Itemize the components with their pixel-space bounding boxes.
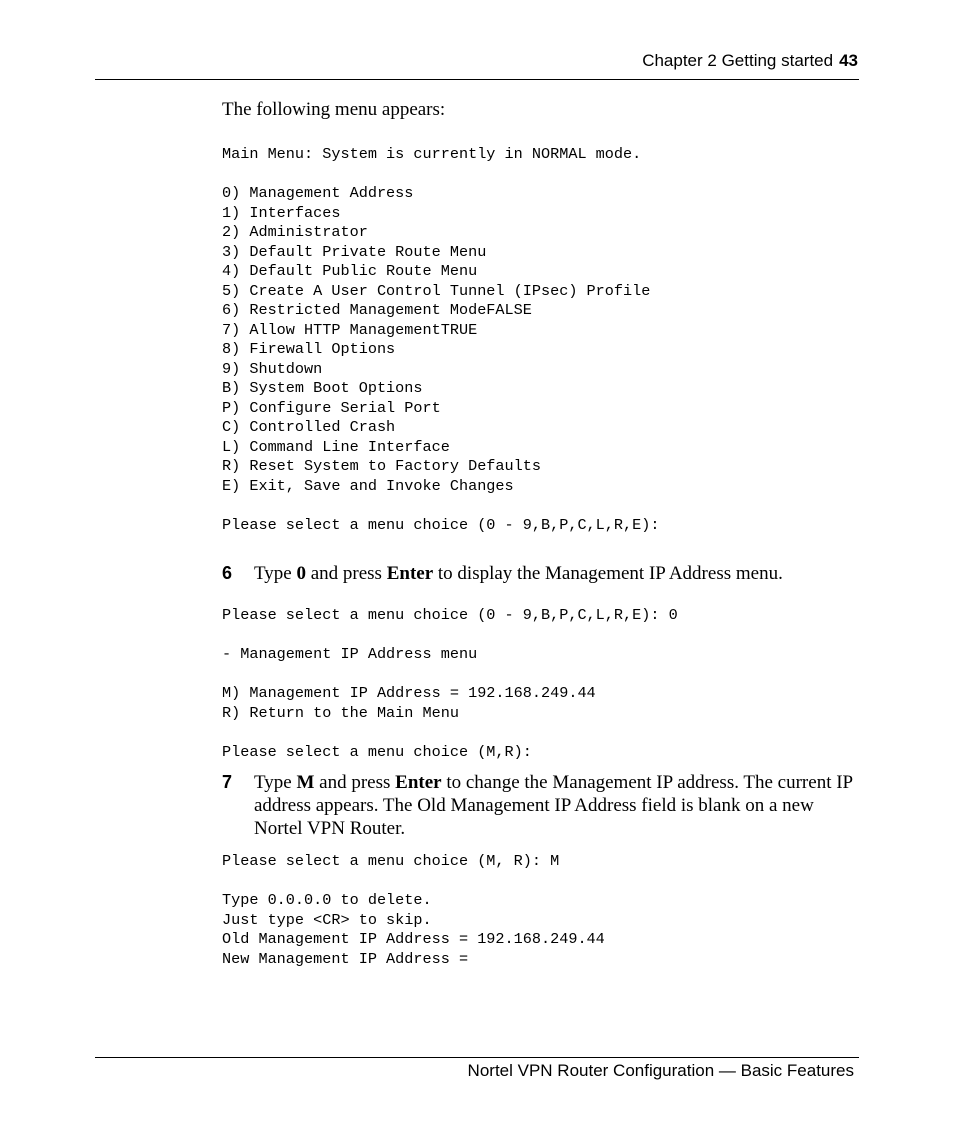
footer-rule	[95, 1057, 859, 1058]
step-7	[222, 771, 862, 840]
chapter-title: Chapter 2 Getting started	[642, 51, 834, 70]
step-text: Type M and press Enter to change the Management IP address. The current IP address appears. The Old Management IP Address field is blank on a new Nortel VPN Router.	[254, 772, 853, 839]
page-number: 43	[839, 51, 858, 70]
step-number: 7	[222, 772, 233, 792]
step-number: 6	[222, 563, 233, 583]
running-header	[642, 51, 858, 71]
step-6	[222, 562, 862, 585]
header-rule	[95, 79, 859, 80]
management-menu-code-block: Please select a menu choice (0 - 9,B,P,C,L,R,E): 0 - Management IP Address menu M) Management IP Address = 192.168.249.44 R) Return to the Main Menu Please select a menu choice (M,R):	[222, 606, 678, 761]
running-footer: Nortel VPN Router Configuration — Basic Features	[467, 1061, 854, 1080]
change-ip-code-block: Please select a menu choice (M, R): M Type 0.0.0.0 to delete. Just type <CR> to skip. Old Management IP Address = 192.168.249.44 New Management IP Address =	[222, 852, 605, 968]
step-text: Type 0 and press Enter to display the Management IP Address menu.	[254, 563, 783, 584]
intro-paragraph: The following menu appears:	[222, 99, 446, 120]
main-menu-code-block: Main Menu: System is currently in NORMAL mode. 0) Management Address 1) Interfaces 2) Administrator 3) Default Private Route Menu 4) Default Public Route Menu 5) Create A User Control Tunnel (IPsec) Profile 6) Restricted Management ModeFALSE 7) Allow HTTP ManagementTRUE 8) Firewall Options 9) Shutdown B) System Boot Options P) Configure Serial Port C) Controlled Crash L) Command Line Interface R) Reset System to Factory Defaults E) Exit, Save and Invoke Changes Please select a menu choice (0 - 9,B,P,C,L,R,E):	[222, 145, 660, 534]
